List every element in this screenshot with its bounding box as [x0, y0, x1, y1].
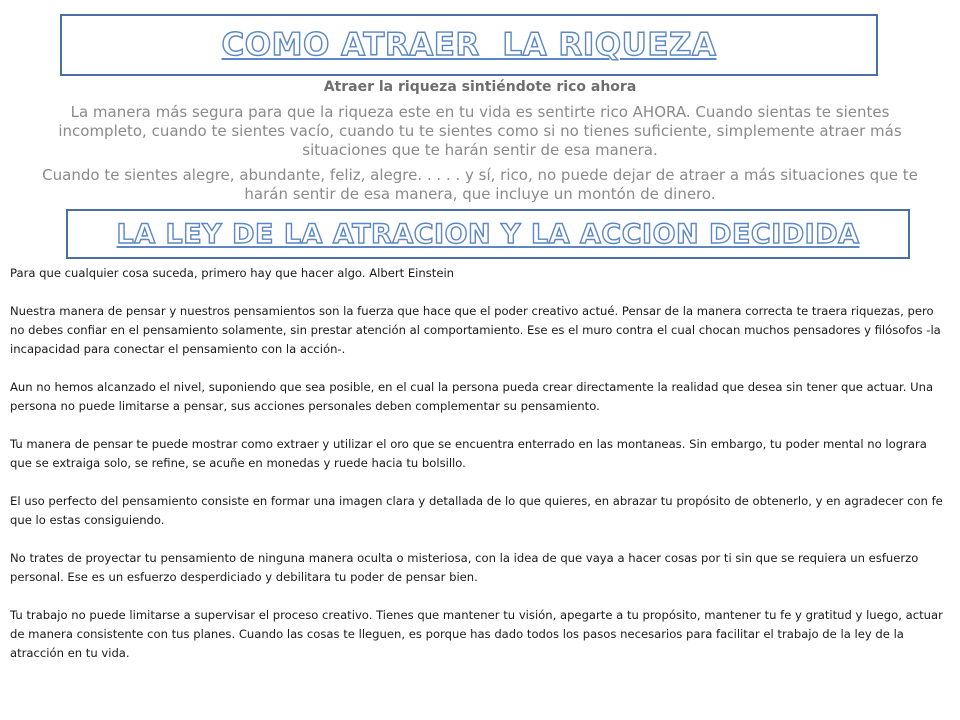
main-title-box: [60, 14, 878, 76]
intro-paragraph-2: Cuando te sientes alegre, abundante, feliz, alegre. . . . . y sí, rico, no puede dejar de atraer a más situaciones que te harán sentir de esa manera, que incluye un montón de dinero.: [42, 166, 918, 203]
body-paragraph-2: Aun no hemos alcanzado el nivel, suponiendo que sea posible, en el cual la persona pueda crear directamente la realidad que desea sin tener que actuar. Una persona no puede limitarse a pensar, sus acciones personales deben complementar su pensamiento.: [10, 380, 934, 413]
subtitle: Atraer la riqueza sintiéndote rico ahora: [323, 79, 637, 95]
body-paragraph-3: Tu manera de pensar te puede mostrar como extraer y utilizar el oro que se encuentra enterrado en las montaneas. Sin embargo, tu poder mental no lograra que se extraiga solo, se refine, se acuñe en monedas y ruede hacia tu bolsillo.: [10, 437, 927, 470]
quote-paragraph: Para que cualquier cosa suceda, primero hay que hacer algo. Albert Einstein: [10, 266, 455, 280]
body-text: [10, 264, 946, 682]
intro-paragraph-1: La manera más segura para que la riqueza este en tu vida es sentirte rico AHORA. Cuando sientas te sientes incompleto, cuando te sientes vacío, cuando tu te sientes como si no tienes suficiente, simplemente atraer más situaciones que te harán sentir de esa manera.: [58, 103, 902, 159]
section-title-box: [66, 209, 910, 259]
body-paragraph-5: No trates de proyectar tu pensamiento de ninguna manera oculta o misteriosa, con la idea de que vaya a hacer cosas por ti sin que se requiera un esfuerzo personal. Ese es un esfuerzo desperdiciado y debilitara tu poder de pensar bien.: [10, 551, 919, 584]
body-paragraph-6: Tu trabajo no puede limitarse a supervisar el proceso creativo. Tienes que mantener tu visión, apegarte a tu propósito, mantener tu fe y gratitud y luego, actuar de manera consistente con tus planes. Cuando las cosas te lleguen, es porque has dado todos los pasos necesarios para facilitar el trabajo de la ley de la atracción en tu vida.: [10, 608, 943, 660]
body-paragraph-1: Nuestra manera de pensar y nuestros pensamientos son la fuerza que hace que el poder creativo actué. Pensar de la manera correcta te traera riquezas, pero no debes confiar en el pensamiento solamente, sin prestar atención al comportamiento. Ese es el muro contra el cual chocan muchos pensadores y filósofos -la incapacidad para conectar el pensamiento con la acción-.: [10, 304, 941, 356]
section-title: LA LEY DE LA ATRACION Y LA ACCION DECIDIDA: [116, 218, 860, 250]
body-paragraph-4: El uso perfecto del pensamiento consiste en formar una imagen clara y detallada de lo que quieres, en abrazar tu propósito de obtenerlo, y en agradecer con fe que lo estas consiguiendo.: [10, 494, 943, 527]
main-title: COMO ATRAER LA RIQUEZA: [221, 27, 717, 63]
